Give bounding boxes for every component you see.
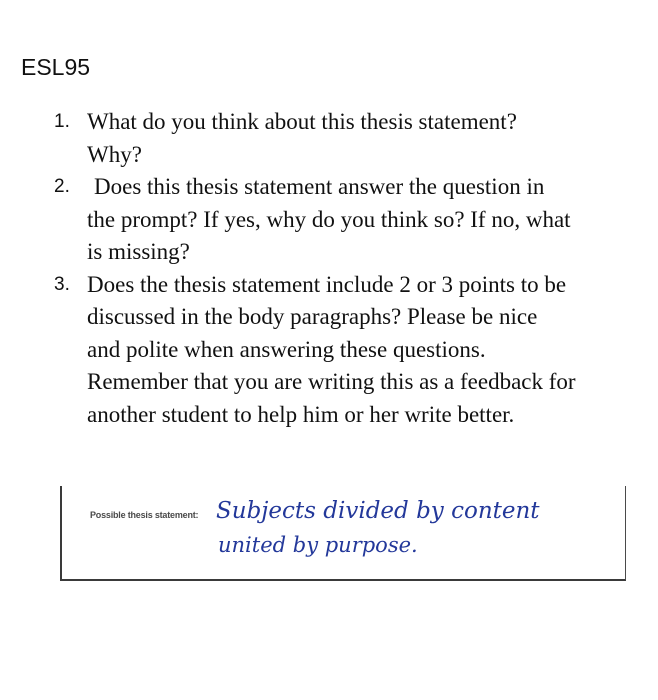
question-list (50, 106, 650, 431)
question-line: and polite when answering these questions. (87, 336, 486, 362)
thesis-label: Possible thesis statement: (90, 510, 199, 520)
question-number: 3. (54, 273, 70, 295)
question-number: 1. (54, 111, 70, 132)
question-line: Does this thesis statement answer the question in (94, 174, 545, 199)
question-line: Does the thesis statement include 2 or 3 points to be (87, 271, 567, 297)
question-line: What do you think about this thesis statement? (87, 109, 517, 134)
question-item (50, 269, 650, 432)
thesis-box (60, 486, 626, 581)
question-item (50, 171, 650, 269)
question-line: Remember that you are writing this as a feedback for (87, 369, 576, 394)
question-number: 2. (54, 176, 70, 197)
course-title: ESL95 (21, 54, 91, 80)
question-line: is missing? (87, 239, 190, 264)
handwritten-line-1: Subjects divided by content (216, 498, 540, 524)
question-line: the prompt? If yes, why do you think so? If no, what (87, 206, 571, 232)
question-line: discussed in the body paragraphs? Please be nice (87, 304, 538, 329)
question-line: another student to help him or her write better. (87, 401, 515, 427)
question-line: Why? (87, 141, 142, 167)
question-item (50, 106, 650, 171)
handwritten-thesis (212, 490, 552, 570)
handwritten-line-2: united by purpose. (218, 533, 418, 557)
